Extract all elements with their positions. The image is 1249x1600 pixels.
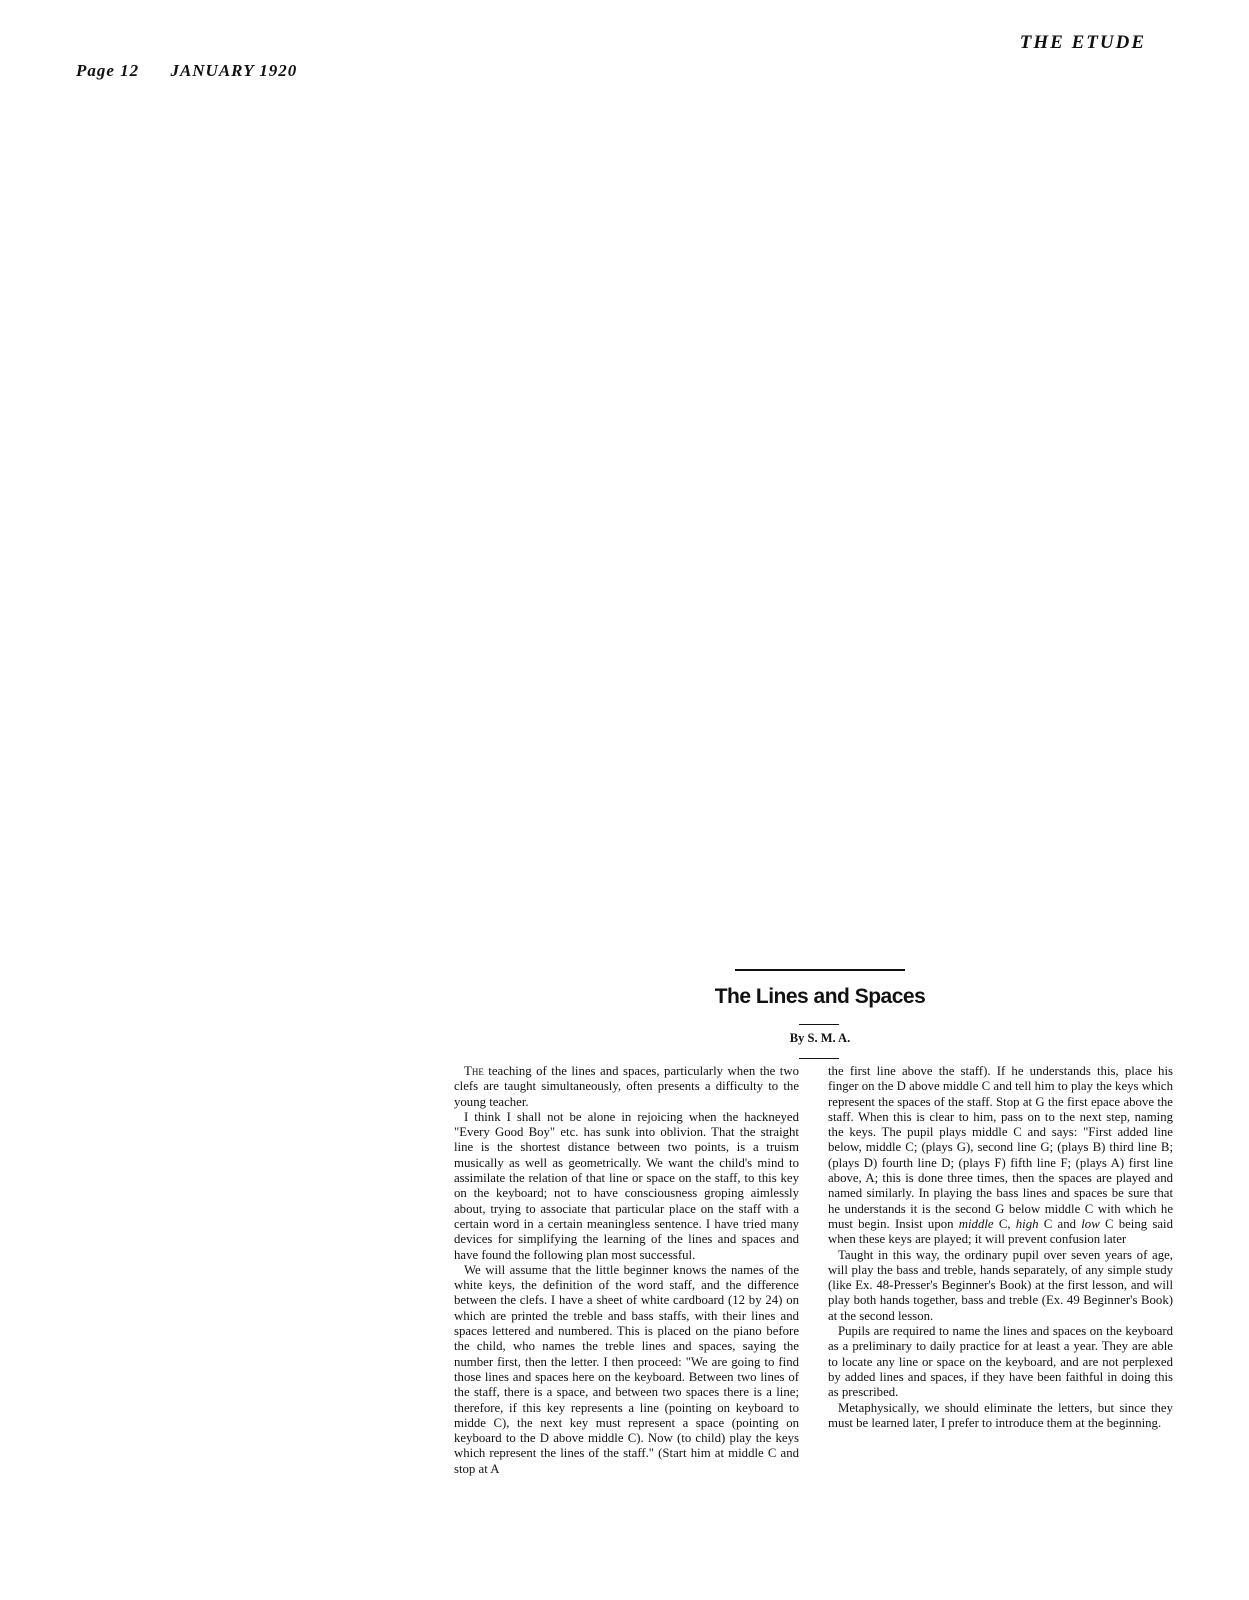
paragraph [454, 1064, 799, 1110]
paragraph: Pupils are required to name the lines and spaces on the keyboard as a preliminary to daily practice for at least a year. They are able to locate any line or space on the keyboard, and are not perplexed by added lines and spaces, if they have been faithful in doing this as prescribed. [828, 1324, 1173, 1400]
article-column-right [828, 1064, 1173, 1596]
article-column-left [454, 1064, 799, 1596]
section-divider [735, 969, 905, 971]
page-number: Page 12 [76, 61, 140, 80]
emphasis: high [1015, 1216, 1039, 1231]
paragraph-text: C and [1038, 1216, 1082, 1231]
byline-rule [799, 1058, 839, 1059]
paragraph [828, 1064, 1173, 1248]
paragraph: Taught in this way, the ordinary pupil over seven years of age, will play the bass and treble, hands separately, of any simple study (like Ex. 48-Presser's Beginner's Book) at the first lesson, and will play both hands together, bass and treble (Ex. 49 Beginner's Book) at the second lesson. [828, 1247, 1173, 1323]
magazine-name: THE ETUDE [1019, 32, 1146, 53]
paragraph: Metaphysically, we should eliminate the letters, but since they must be learned later, I prefer to introduce them at the beginning. [828, 1400, 1173, 1430]
article-byline: By S. M. A. [789, 1031, 851, 1045]
emphasis: middle [958, 1216, 994, 1231]
paragraph: We will assume that the little beginner knows the names of the white keys, the definition of the word staff, and the difference between the clefs. I have a sheet of white cardboard (12 by 24) on which are printed the treble and bass staffs, with their lines and spaces lettered and numbered. This is placed on the piano before the child, who names the treble lines and spaces, saying the number first, then the letter. I then proceed: "We are going to find those lines and spaces here on the keyboard. Between two lines of the staff, there is a space, and between two spaces there is a line; therefore, if this key represents a line (pointing on keyboard to midde C), the next key must represent a space (pointing on keyboard to the D above middle C). Now (to child) play the keys which represent the lines of the staff." (Start him at middle C and stop at A [454, 1262, 799, 1476]
page-header-left [76, 61, 297, 81]
paragraph-text: teaching of the lines and spaces, particularly when the two clefs are taught simultaneously, often presents a difficulty to the young teacher. [454, 1064, 799, 1109]
paragraph-text: C, [993, 1216, 1016, 1231]
title-rule [799, 1024, 839, 1025]
emphasis: low [1081, 1216, 1100, 1231]
drop-word: The [464, 1064, 484, 1078]
article-title: The Lines and Spaces [714, 985, 926, 1008]
paragraph: I think I shall not be alone in rejoicing when the hackneyed "Every Good Boy" etc. has sunk into oblivion. That the straight line is the shortest distance between two points, is a truism musically as well as geometrically. We want the child's mind to assimilate the relation of that line or space on the staff, to this key on the keyboard; not to have consciousness groping aimlessly about, trying to associate that particular place on the staff with a certain word in a certain meaningless sentence. I have tried many devices for simplifying the learning of the lines and spaces and have found the following plan most successful. [454, 1109, 799, 1262]
issue-date: JANUARY 1920 [170, 61, 298, 80]
paragraph-text: the first line above the staff). If he understands this, place his finger on the D above middle C and tell him to play the keys which represent the spaces of the staff. Stop at G the first epace above the staff. When this is clear to him, pass on to the next step, naming the keys. The pupil plays middle C and says: "First added line below, middle C; (plays G), second line G; (plays B) third line B; (plays D) fourth line D; (plays F) fifth line F; (plays A) first line above, A; this is done three times, then the spaces are played and named similarly. In playing the bass lines and spaces be sure that he understands it is the second G below middle C with which he must begin. Insist upon [828, 1064, 1173, 1231]
paragraph-text: C being said when these keys are played; it will prevent confusion later [828, 1216, 1173, 1247]
